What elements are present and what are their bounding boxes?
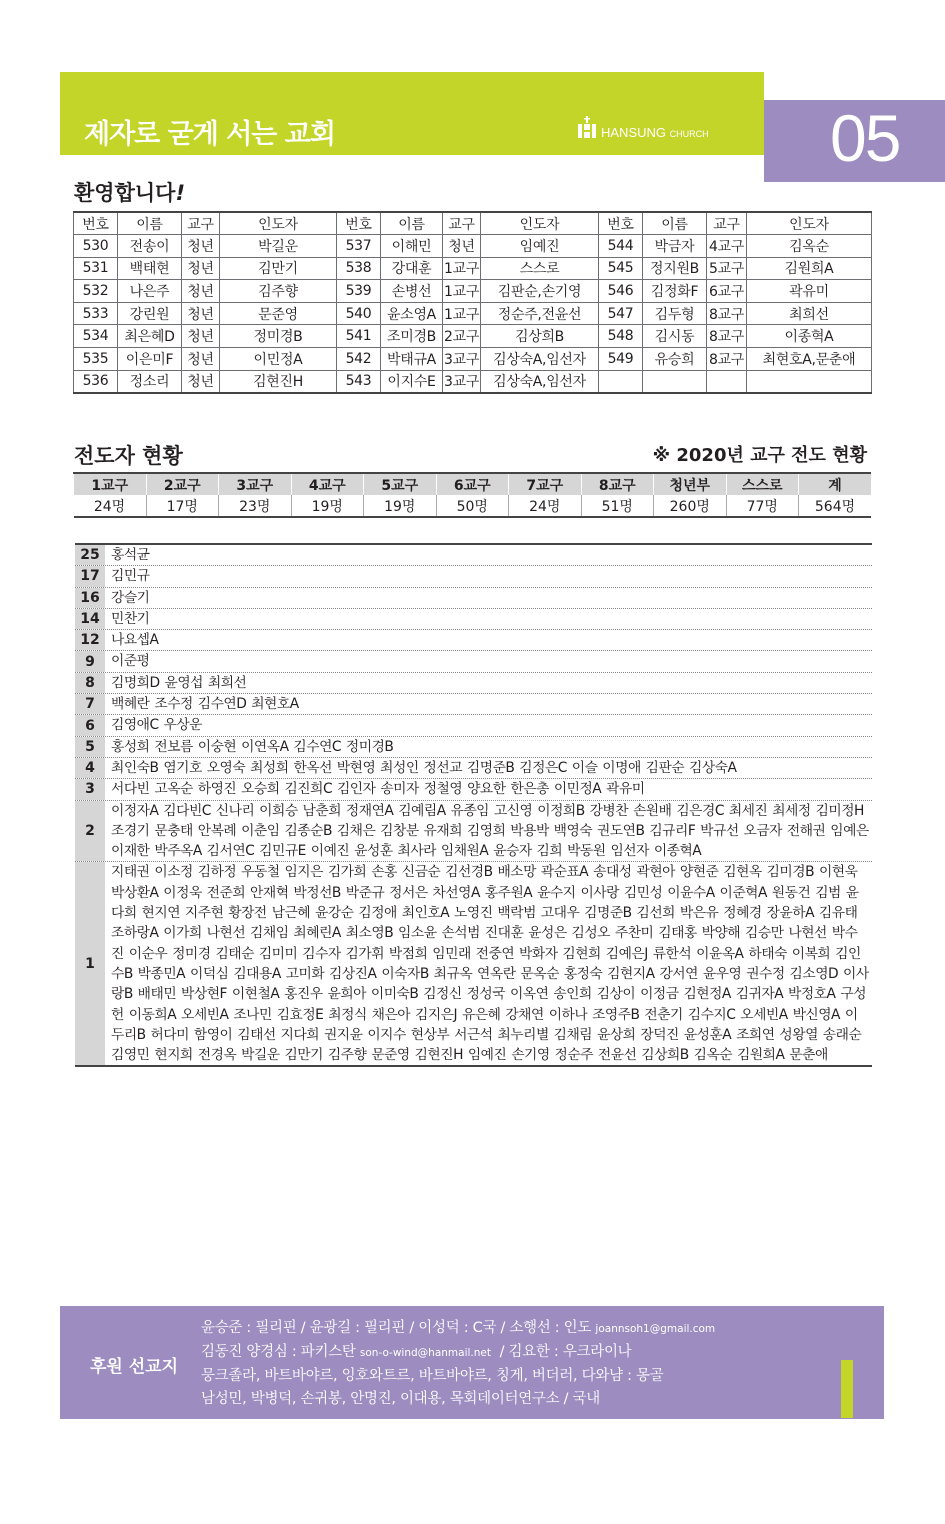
welcome-header-cell: 교구 [443, 212, 481, 235]
ranking-row [75, 694, 872, 715]
welcome-name-cell [643, 370, 707, 393]
support-line-3: 뭉크졸라, 바트바야르, 잉호와트르, 바트바야르, 칭게, 버더러, 다와냠 : 몽골 [201, 1368, 664, 1384]
welcome-district-cell: 청년 [182, 302, 220, 325]
welcome-guide-cell: 김원희A [747, 257, 872, 280]
ranking-count: 12 [75, 630, 105, 650]
evangelism-value-cell: 24명 [74, 495, 147, 517]
ranking-count: 14 [75, 609, 105, 629]
welcome-guide-cell: 김상숙A,임선자 [481, 348, 599, 371]
welcome-guide-cell: 임예진 [481, 235, 599, 258]
welcome-district-cell: 8교구 [707, 348, 747, 371]
welcome-number-cell: 546 [599, 280, 643, 303]
welcome-district-cell: 청년 [182, 280, 220, 303]
welcome-guide-cell: 김상희B [481, 325, 599, 348]
ranking-row [75, 779, 872, 800]
ranking-row [75, 651, 872, 672]
evangelism-note: ※ 2020년 교구 전도 현황 [652, 445, 867, 466]
ranking-count: 4 [75, 758, 105, 778]
welcome-number-cell: 545 [599, 257, 643, 280]
ranking-count: 9 [75, 651, 105, 671]
welcome-guide-cell: 박길운 [220, 235, 337, 258]
ranking-count: 2 [75, 801, 105, 862]
welcome-row [74, 302, 872, 325]
welcome-title-text: 환영합니다 [74, 181, 176, 205]
welcome-guide-cell: 김주향 [220, 280, 337, 303]
church-logo [578, 112, 758, 144]
ranking-names: 이준평 [111, 653, 150, 670]
welcome-number-cell: 531 [74, 257, 118, 280]
ranking-names: 서다빈 고옥순 하영진 오승희 김진희C 김인자 송미자 정철영 양요한 한은총 이민정A 곽유미 [111, 781, 645, 798]
welcome-name-cell: 조미경B [381, 325, 443, 348]
evangelism-section-title: 전도자 현황 [74, 444, 183, 468]
support-line-2-post: / 김요한 : 우크라이나 [499, 1344, 632, 1360]
welcome-guide-cell: 스스로 [481, 257, 599, 280]
welcome-guide-cell: 김옥순 [747, 235, 872, 258]
welcome-guide-cell: 김상숙A,임선자 [481, 370, 599, 393]
ranking-names: 나요셉A [111, 632, 159, 649]
welcome-number-cell: 543 [337, 370, 381, 393]
welcome-number-cell: 538 [337, 257, 381, 280]
welcome-name-cell: 나은주 [118, 280, 182, 303]
welcome-header-cell: 이름 [118, 212, 182, 235]
ranking-names: 김영애C 우상운 [111, 717, 202, 734]
welcome-number-cell: 541 [337, 325, 381, 348]
ranking-names: 최인숙B 염기호 오영숙 최성희 한옥선 박현영 최성인 정선교 김명준B 김정은C 이슬 이명애 김판순 김상숙A [111, 759, 737, 776]
welcome-district-cell: 3교구 [443, 370, 481, 393]
support-missions-title: 후원 선교지 [90, 1357, 179, 1377]
welcome-header-row [74, 212, 872, 235]
ranking-count: 16 [75, 588, 105, 608]
welcome-number-cell: 535 [74, 348, 118, 371]
welcome-name-cell: 윤소영A [381, 302, 443, 325]
welcome-header-cell: 인도자 [220, 212, 337, 235]
logo-text [601, 125, 709, 140]
welcome-name-cell: 김시동 [643, 325, 707, 348]
welcome-district-cell [707, 370, 747, 393]
welcome-district-cell: 2교구 [443, 325, 481, 348]
welcome-header-cell: 인도자 [481, 212, 599, 235]
welcome-district-cell: 1교구 [443, 280, 481, 303]
welcome-number-cell: 544 [599, 235, 643, 258]
welcome-section-title [74, 177, 185, 207]
logo-name: HANSUNG [601, 125, 667, 140]
evangelism-value-cell: 23명 [219, 495, 292, 517]
evangelism-table [73, 472, 871, 518]
welcome-guide-cell: 김만기 [220, 257, 337, 280]
ranking-names: 홍석균 [111, 547, 150, 563]
ranking-count: 25 [75, 545, 105, 565]
church-cross-icon [578, 116, 596, 138]
ranking-row [75, 588, 872, 609]
welcome-district-cell: 3교구 [443, 348, 481, 371]
evangelism-value-cell: 260명 [654, 495, 727, 517]
welcome-district-cell: 청년 [182, 257, 220, 280]
ranking-names: 민찬기 [111, 610, 150, 627]
welcome-table [73, 211, 872, 394]
support-missions-lines [201, 1317, 715, 1411]
evangelism-value-cell: 50명 [436, 495, 509, 517]
evangelism-value-cell: 51명 [581, 495, 654, 517]
welcome-district-cell: 8교구 [707, 302, 747, 325]
welcome-district-cell: 4교구 [707, 235, 747, 258]
welcome-header-cell: 이름 [643, 212, 707, 235]
ranking-count: 7 [75, 694, 105, 714]
evangelism-value-row [74, 495, 872, 517]
welcome-name-cell: 백태현 [118, 257, 182, 280]
evangelism-value-cell: 17명 [146, 495, 219, 517]
ranking-count: 5 [75, 737, 105, 757]
welcome-name-cell: 박태규A [381, 348, 443, 371]
welcome-district-cell: 1교구 [443, 257, 481, 280]
welcome-number-cell [599, 370, 643, 393]
support-email-1: joannsoh1@gmail.com [595, 1323, 716, 1335]
welcome-district-cell: 1교구 [443, 302, 481, 325]
welcome-guide-cell: 최현호A,문춘애 [747, 348, 872, 371]
ranking-count: 6 [75, 715, 105, 735]
welcome-row [74, 370, 872, 393]
ranking-row [75, 737, 872, 758]
welcome-guide-cell: 최희선 [747, 302, 872, 325]
welcome-name-cell: 강린원 [118, 302, 182, 325]
welcome-district-cell: 청년 [182, 370, 220, 393]
ranking-count: 3 [75, 779, 105, 799]
welcome-header-cell: 인도자 [747, 212, 872, 235]
evangelism-header-cell: 청년부 [654, 473, 727, 495]
support-line-4: 남성민, 박병덕, 손귀봉, 안명진, 이대용, 목회데이터연구소 / 국내 [201, 1391, 600, 1407]
ranking-row [75, 566, 872, 587]
support-line-2 [201, 1341, 715, 1365]
page-number: 05 [830, 101, 900, 175]
ranking-names: 이정자A 김다빈C 신나리 이희승 남춘희 정재연A 김예림A 유종임 고신영 이정희B 강병찬 손원배 김은경C 최세진 최세정 김미정H 조경기 문충태 안복례 이춘임 김종순B 김채은 김창분 유재희 김영희 박용박 백영숙 권도연B 김규리F 박규선 오금자 전해권 임예은 이재한 박주옥A 김서연C 김민규E 이예진 윤성훈 최사라 임채원A 윤승자 김희 박동원 임선자 이종혁A [111, 802, 869, 860]
welcome-guide-cell: 문준영 [220, 302, 337, 325]
welcome-name-cell: 전송이 [118, 235, 182, 258]
welcome-number-cell: 534 [74, 325, 118, 348]
ranking-row [75, 758, 872, 779]
welcome-district-cell: 청년 [182, 348, 220, 371]
support-accent-bar [841, 1360, 853, 1418]
welcome-number-cell: 533 [74, 302, 118, 325]
evangelism-value-cell: 24명 [509, 495, 582, 517]
welcome-name-cell: 이지수E [381, 370, 443, 393]
ranking-row [75, 673, 872, 694]
welcome-number-cell: 547 [599, 302, 643, 325]
evangelism-header-cell: 1교구 [74, 473, 147, 495]
welcome-row [74, 325, 872, 348]
evangelism-header-cell: 스스로 [726, 473, 799, 495]
welcome-guide-cell: 김판순,손기영 [481, 280, 599, 303]
welcome-title-mark: ! [175, 181, 186, 205]
ranking-count: 17 [75, 566, 105, 586]
ranking-names: 백혜란 조수정 김수연D 최현호A [111, 696, 299, 713]
welcome-header-cell: 교구 [182, 212, 220, 235]
welcome-header-cell: 교구 [707, 212, 747, 235]
welcome-guide-cell: 이민정A [220, 348, 337, 371]
ranking-row [75, 545, 872, 566]
evangelism-value-cell: 19명 [364, 495, 437, 517]
welcome-district-cell: 청년 [443, 235, 481, 258]
support-line-1 [201, 1317, 715, 1341]
ranking-row [75, 630, 872, 651]
welcome-number-cell: 532 [74, 280, 118, 303]
welcome-district-cell: 6교구 [707, 280, 747, 303]
welcome-guide-cell: 이종혁A [747, 325, 872, 348]
welcome-number-cell: 539 [337, 280, 381, 303]
page-header-title: 제자로 굳게 서는 교회 [84, 119, 335, 150]
ranking-row [75, 862, 872, 1065]
welcome-name-cell: 최은혜D [118, 325, 182, 348]
welcome-district-cell: 8교구 [707, 325, 747, 348]
welcome-name-cell: 김정화F [643, 280, 707, 303]
ranking-count: 8 [75, 673, 105, 693]
ranking-count: 1 [75, 862, 105, 1065]
evangelism-header-cell: 8교구 [581, 473, 654, 495]
welcome-row [74, 280, 872, 303]
welcome-name-cell: 손병선 [381, 280, 443, 303]
welcome-district-cell: 청년 [182, 325, 220, 348]
ranking-names: 홍성희 전보름 이숭현 이연옥A 김수연C 정미경B [111, 738, 394, 755]
evangelist-ranking-list [75, 543, 872, 1067]
ranking-names: 지태권 이소정 김하정 우동철 임지은 김가희 손홍 신금순 김선경B 배소망 곽순표A 송대성 곽현아 양현준 김현옥 김미경B 이현욱 박상환A 이정욱 전준희 안재혁 박정선B 박준규 정서은 차선영A 홍주원A 윤수지 이사랑 김민성 이윤수A 이준혁A 원동건 김범 윤다희 현지연 지주현 황장전 남근혜 윤강순 김정애 최인호A 노영진 백락범 고대우 김명준B 김선희 박은유 정혜경 장윤하A 김유태 조하랑A 이가희 나현선 김채임 최혜린A 최소영B 임소윤 손석범 진대훈 윤성은 김성오 주찬미 김태홍 박양해 김승만 나현선 박수진 이순우 정미경 김태순 김미미 김수자 김가휘 박점희 임민래 전중연 박화자 김현희 김예은J 류한석 이윤옥A 하태숙 이복희 김인수B 박종민A 이덕심 김대용A 고미화 김상진A 이숙자B 최규옥 연옥란 문옥순 홍정숙 김현지A 강서연 윤우영 권수정 김소영D 이사랑B 배태민 박상현F 이현철A 홍진우 윤희아 이미숙B 김정신 정성국 이옥연 송인희 김상이 이정금 김현정A 김귀자A 박정호A 구성헌 이동희A 오세빈A 조나민 김효정E 최정식 채은아 김지은J 유은혜 강채연 이하나 조영주B 전춘기 김수지C 오세빈A 박신영A 이두리B 허다미 함영이 김태선 지다희 권지윤 이지수 현상부 서근석 최누리별 김채림 윤상희 장덕진 윤성훈A 조희연 성왕열 송래순 김영민 현지희 전경옥 박길운 김만기 김주향 문준영 김현진H 임예진 손기영 정순주 전윤선 김상희B 김옥순 김원희A 문춘애 [111, 864, 869, 1064]
welcome-name-cell: 유승희 [643, 348, 707, 371]
welcome-name-cell: 박금자 [643, 235, 707, 258]
welcome-name-cell: 이해민 [381, 235, 443, 258]
welcome-header-cell: 번호 [337, 212, 381, 235]
welcome-guide-cell: 곽유미 [747, 280, 872, 303]
welcome-number-cell: 530 [74, 235, 118, 258]
welcome-header-cell: 번호 [74, 212, 118, 235]
evangelism-value-cell: 77명 [726, 495, 799, 517]
welcome-number-cell: 542 [337, 348, 381, 371]
welcome-name-cell: 김두형 [643, 302, 707, 325]
welcome-number-cell: 548 [599, 325, 643, 348]
welcome-header-cell: 번호 [599, 212, 643, 235]
welcome-name-cell: 이은미F [118, 348, 182, 371]
welcome-number-cell: 540 [337, 302, 381, 325]
ranking-row [75, 609, 872, 630]
ranking-names: 김명희D 윤영섭 최희선 [111, 674, 247, 691]
evangelism-header-row [74, 473, 872, 495]
support-email-2: son-o-wind@hanmail.net [359, 1347, 491, 1359]
welcome-name-cell: 정지원B [643, 257, 707, 280]
evangelism-header-cell: 계 [799, 473, 872, 495]
evangelism-value-cell: 19명 [291, 495, 364, 517]
welcome-name-cell: 정소리 [118, 370, 182, 393]
welcome-guide-cell [747, 370, 872, 393]
evangelism-header-cell: 2교구 [146, 473, 219, 495]
welcome-row [74, 348, 872, 371]
evangelism-header-cell: 7교구 [509, 473, 582, 495]
welcome-number-cell: 536 [74, 370, 118, 393]
welcome-row [74, 257, 872, 280]
ranking-names: 김민규 [111, 568, 150, 585]
support-line-1-text: 윤승준 : 필리핀 / 윤광길 : 필리핀 / 이성덕 : C국 / 소행선 : 인도 [201, 1320, 592, 1336]
welcome-guide-cell: 정순주,전윤선 [481, 302, 599, 325]
welcome-guide-cell: 정미경B [220, 325, 337, 348]
evangelism-value-cell: 564명 [799, 495, 872, 517]
ranking-row [75, 715, 872, 736]
welcome-district-cell: 5교구 [707, 257, 747, 280]
welcome-district-cell: 청년 [182, 235, 220, 258]
logo-suffix: CHURCH [669, 129, 709, 139]
evangelism-header-cell: 5교구 [364, 473, 437, 495]
ranking-names: 강슬기 [111, 589, 150, 606]
evangelism-header-cell: 4교구 [291, 473, 364, 495]
evangelism-header-cell: 6교구 [436, 473, 509, 495]
welcome-number-cell: 537 [337, 235, 381, 258]
welcome-header-cell: 이름 [381, 212, 443, 235]
ranking-row [75, 801, 872, 863]
welcome-guide-cell: 김현진H [220, 370, 337, 393]
welcome-name-cell: 강대훈 [381, 257, 443, 280]
welcome-row [74, 235, 872, 258]
welcome-number-cell: 549 [599, 348, 643, 371]
evangelism-header-cell: 3교구 [219, 473, 292, 495]
support-line-2-pre: 김동진 양경심 : 파키스탄 [201, 1344, 356, 1360]
